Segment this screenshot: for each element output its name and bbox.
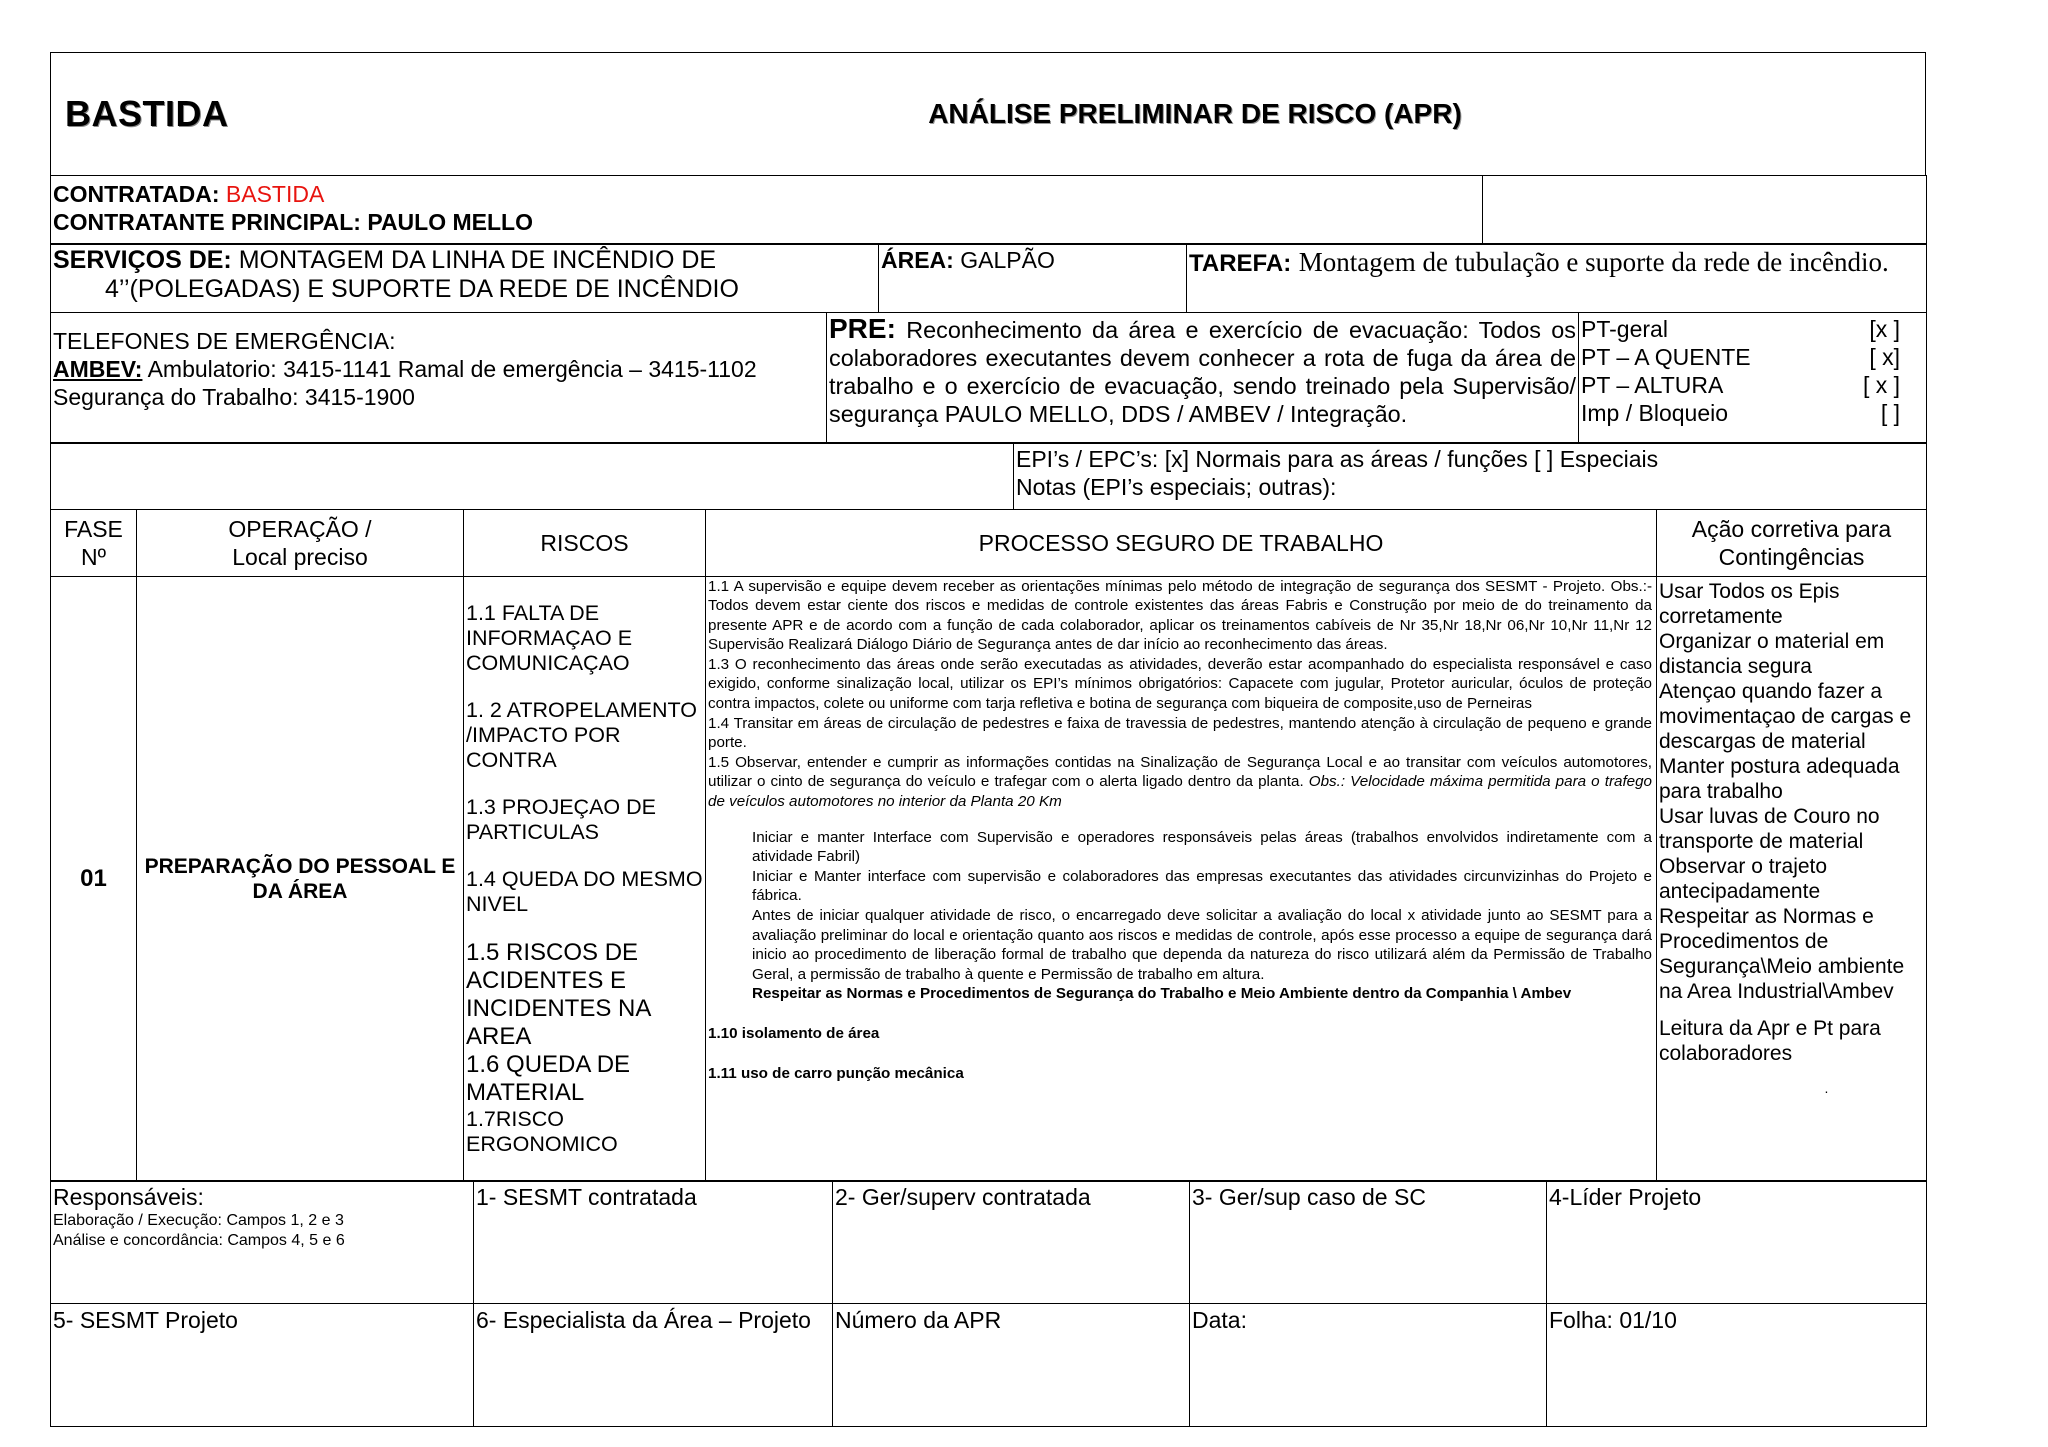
processo-1-9 xyxy=(708,984,1652,1004)
acao-item: Usar luvas de Couro no transporte de material xyxy=(1659,804,1880,853)
emergency-table xyxy=(50,312,1927,444)
risco-item: 1.5 RISCOS DE ACIDENTES E INCIDENTES NA AREA xyxy=(466,938,651,1050)
tarefa-cell xyxy=(1187,244,1927,313)
processo-1-10: 1.10 isolamento de área xyxy=(708,1024,880,1042)
processo-num xyxy=(708,906,752,926)
folha-field: Folha: 01/10 xyxy=(1547,1304,1927,1427)
processo-1-5-obs: Obs.: Velocidade máxima permitida para o trafego de veículos automotores no interior da Planta 20 Km xyxy=(708,773,1653,811)
acao-item: Usar Todos os Epis corretamente xyxy=(1659,579,1840,628)
permit-label: PT – ALTURA xyxy=(1581,371,1724,398)
seguranca-phone: Segurança do Trabalho: 3415-1900 xyxy=(53,383,415,410)
responsaveis-line2: Análise e concordância: Campos 4, 5 e 6 xyxy=(53,1232,345,1249)
contratante-value: PAULO MELLO xyxy=(367,208,533,235)
col-acao xyxy=(1657,509,1927,576)
riscos-list xyxy=(464,576,706,1181)
signature-table xyxy=(50,1180,1927,1427)
processo-cell xyxy=(706,576,1657,1181)
processo-1-1: 1.1 A supervisão e equipe devem receber as orientações mínimas pelo método de integração de segurança dos SESMT - Projeto. Obs.:- Todos devem estar ciente dos riscos e medidas de controle existentes das áreas Fabris e Construção por meio de do treinamento da presente APR e de acordo com a função de cada colaborador, aplicar os treinamentos cabíveis de Nr 35,Nr 18,Nr 06,Nr 10,Nr 11,Nr 12 Supervisão Realizará Diálogo Diário de Segurança antes de dar início ao reconhecimento das áreas. xyxy=(708,577,1652,654)
ambev-phones: Ambulatorio: 3415-1141 Ramal de emergência – 3415-1102 xyxy=(147,355,757,382)
contratada-label: CONTRATADA: xyxy=(53,180,220,207)
processo-1-8 xyxy=(708,906,1652,984)
servicos-value-line1: MONTAGEM DA LINHA DE INCÊNDIO DE xyxy=(238,246,717,274)
responsaveis-title: Responsáveis: xyxy=(53,1184,204,1210)
especialista-area-field[interactable]: 6- Especialista da Área – Projeto xyxy=(474,1304,833,1427)
service-table xyxy=(50,243,1927,313)
page-title: ANÁLISE PRELIMINAR DE RISCO (APR) xyxy=(928,98,1462,129)
epi-notes: Notas (EPI’s especiais; outras): xyxy=(1016,474,1337,500)
processo-1-9-text: Respeitar as Normas e Procedimentos de Segurança do Trabalho e Meio Ambiente dentro da Companhia \ Ambev xyxy=(752,985,1572,1003)
acao-dot: . xyxy=(1824,1079,1829,1096)
permit-mark: [ ] xyxy=(1880,399,1900,426)
header-table xyxy=(50,52,1926,176)
telefones-cell xyxy=(51,312,827,443)
pre-cell xyxy=(827,312,1579,443)
risco-item: 1.7RISCO ERGONOMICO xyxy=(466,1106,618,1156)
col-fase-label: FASE Nº xyxy=(64,515,123,570)
apr-document xyxy=(50,52,1926,1427)
col-processo xyxy=(706,509,1657,576)
processo-num xyxy=(708,984,752,1004)
permit-label: PT – A QUENTE xyxy=(1581,343,1751,370)
permit-row xyxy=(1581,343,1900,371)
contratada-value: BASTIDA xyxy=(225,180,325,207)
contract-table xyxy=(50,175,1927,245)
acao-item: Manter postura adequada para trabalho xyxy=(1659,754,1900,803)
permit-row xyxy=(1581,371,1900,399)
processo-1-11: 1.11 uso de carro punção mecânica xyxy=(708,1064,964,1082)
ger-superv-contratada-field[interactable]: 2- Ger/superv contratada xyxy=(833,1181,1190,1304)
responsaveis-cell xyxy=(51,1181,474,1304)
contract-empty-cell xyxy=(1483,175,1927,244)
permit-label: PT-geral xyxy=(1581,315,1668,342)
processo-1-6 xyxy=(708,828,1652,867)
brand-name: BASTIDA xyxy=(65,93,229,134)
acao-item: Atençao quando fazer a movimentaçao de cargas e descargas de material xyxy=(1659,679,1912,753)
epi-table xyxy=(50,442,1927,510)
table-row xyxy=(51,576,1927,1181)
epi-cell xyxy=(1014,443,1927,510)
area-label: ÁREA: xyxy=(881,247,954,273)
processo-1-5 xyxy=(708,753,1652,812)
risco-item: 1. 2 ATROPELAMENTO /IMPACTO POR CONTRA xyxy=(466,697,697,772)
tarefa-value: Montagem de tubulação e suporte da rede de incêndio. xyxy=(1298,247,1889,277)
col-operacao xyxy=(137,509,464,576)
col-acao-line2: Contingências xyxy=(1718,543,1865,570)
risco-item: 1.4 QUEDA DO MESMO NIVEL xyxy=(466,866,703,916)
contract-cell xyxy=(51,175,1483,244)
telefones-title: TELEFONES DE EMERGÊNCIA: xyxy=(53,327,396,354)
col-riscos-label: RISCOS xyxy=(540,529,629,556)
processo-1-8-text: Antes de iniciar qualquer atividade de risco, o encarregado deve solicitar a avaliação do local x atividade junto ao SESMT para a avaliação preliminar do local e orientação quanto aos riscos e medidas de controle, após esse processo a equipe de segurança dará inicio ao procedimento de liberação formal de trabalho que dependa da natureza do risco utilizará além da Permissão de Trabalho Geral, a permissão de trabalho à quente e Permissão de trabalho em altura. xyxy=(752,907,1652,983)
operacao-text: PREPARAÇÃO DO PESSOAL E DA ÁREA xyxy=(137,576,464,1181)
col-fase xyxy=(51,509,137,576)
permit-label: Imp / Bloqueio xyxy=(1581,399,1729,426)
tarefa-label: TAREFA: xyxy=(1189,250,1292,277)
permit-row xyxy=(1581,399,1900,427)
permit-mark: [ x ] xyxy=(1862,371,1900,398)
ambev-label: AMBEV: xyxy=(53,355,143,382)
servicos-value-line2: 4’’(POLEGADAS) E SUPORTE DA REDE DE INCÊNDIO xyxy=(105,275,739,303)
sesmt-contratada-field[interactable]: 1- SESMT contratada xyxy=(474,1181,833,1304)
processo-num xyxy=(708,867,752,887)
column-header-row xyxy=(51,509,1927,576)
servicos-cell xyxy=(51,244,879,313)
processo-num xyxy=(708,828,752,848)
permit-row xyxy=(1581,315,1900,343)
col-operacao-line2: Local preciso xyxy=(232,543,368,570)
risco-item: 1.6 QUEDA DE MATERIAL xyxy=(466,1050,631,1106)
pre-label: PRE: xyxy=(829,312,896,344)
permit-mark: [ x] xyxy=(1869,343,1900,370)
servicos-label: SERVIÇOS DE: xyxy=(53,246,232,274)
processo-1-3: 1.3 O reconhecimento das áreas onde serão executadas as atividades, deverão estar acompanhado do especialista responsável e caso exigido, conforme sinalização local, utilizar os EPI’s mínimos obrigatórios: Capacete com jugular, Protetor auricular, óculos de proteção contra impactos, colete ou uniforme com tarja refletiva e botina de segurança com biqueira de composite,uso de Perneiras xyxy=(708,655,1652,713)
sesmt-projeto-field[interactable]: 5- SESMT Projeto xyxy=(51,1304,474,1427)
fase-number: 01 xyxy=(51,576,137,1181)
pre-text: Reconhecimento da área e exercício de evacuação: Todos os colaboradores executantes devem conhecer a rota de fuga da área de trabalho e o exercício de evacuação, sendo treinado pela Supervisão/ segurança PAULO MELLO, DDS / AMBEV / Integração. xyxy=(829,316,1577,427)
acao-cell xyxy=(1657,576,1927,1181)
permits-cell xyxy=(1579,312,1927,443)
col-processo-label: PROCESSO SEGURO DE TRABALHO xyxy=(978,529,1384,556)
processo-1-4: 1.4 Transitar em áreas de circulação de pedestres e faixa de travessia de pedestres, mantendo atenção à circulação de pequeno e grande porte. xyxy=(708,714,1652,752)
processo-1-7-text: Iniciar e Manter interface com supervisão e colaboradores das empresas executantes das atividades circunvizinhas do Projeto e fábrica. xyxy=(752,867,1652,905)
col-riscos xyxy=(464,509,706,576)
epi-empty-cell xyxy=(51,443,1014,510)
col-acao-line1: Ação corretiva para xyxy=(1691,515,1892,542)
col-operacao-line1: OPERAÇÃO / xyxy=(228,515,372,542)
epi-line1: EPI’s / EPC’s: [x] Normais para as áreas / funções [ ] Especiais xyxy=(1016,446,1659,472)
processo-1-5-text: 1.5 Observar, entender e cumprir as informações contidas na Sinalização de Segurança Local e ao transitar com veículos automotores, utilizar o cinto de segurança do veículo e trafegar com o alerta ligado dentro da planta. xyxy=(708,753,1652,791)
acao-item: Respeitar as Normas e Procedimentos de Segurança\Meio ambiente na Area Industrial\Ambev xyxy=(1659,904,1905,1003)
permit-mark: [x ] xyxy=(1869,315,1900,342)
lider-projeto-field[interactable]: 4-Líder Projeto xyxy=(1547,1181,1927,1304)
acao-item: Leitura da Apr e Pt para colaboradores xyxy=(1659,1016,1881,1065)
area-cell xyxy=(879,244,1187,313)
acao-item: Observar o trajeto antecipadamente xyxy=(1659,854,1828,903)
header-cell xyxy=(51,53,1926,176)
processo-1-6-text: Iniciar e manter Interface com Supervisão e operadores responsáveis pelas áreas (trabalhos envolvidos indiretamente com a atividade Fabril) xyxy=(752,828,1652,866)
ger-sup-sc-field[interactable]: 3- Ger/sup caso de SC xyxy=(1190,1181,1547,1304)
risk-table xyxy=(50,509,1927,1182)
risco-item: 1.3 PROJEÇAO DE PARTICULAS xyxy=(466,794,656,844)
responsaveis-line1: Elaboração / Execução: Campos 1, 2 e 3 xyxy=(53,1212,344,1229)
data-field[interactable]: Data: xyxy=(1190,1304,1547,1427)
numero-apr-field[interactable]: Número da APR xyxy=(833,1304,1190,1427)
risco-item: 1.1 FALTA DE INFORMAÇAO E COMUNICAÇAO xyxy=(466,600,633,675)
area-value: GALPÃO xyxy=(960,247,1055,273)
contratante-label: CONTRATANTE PRINCIPAL: xyxy=(53,208,361,235)
processo-1-7 xyxy=(708,867,1652,906)
acao-item: Organizar o material em distancia segura xyxy=(1659,629,1885,678)
